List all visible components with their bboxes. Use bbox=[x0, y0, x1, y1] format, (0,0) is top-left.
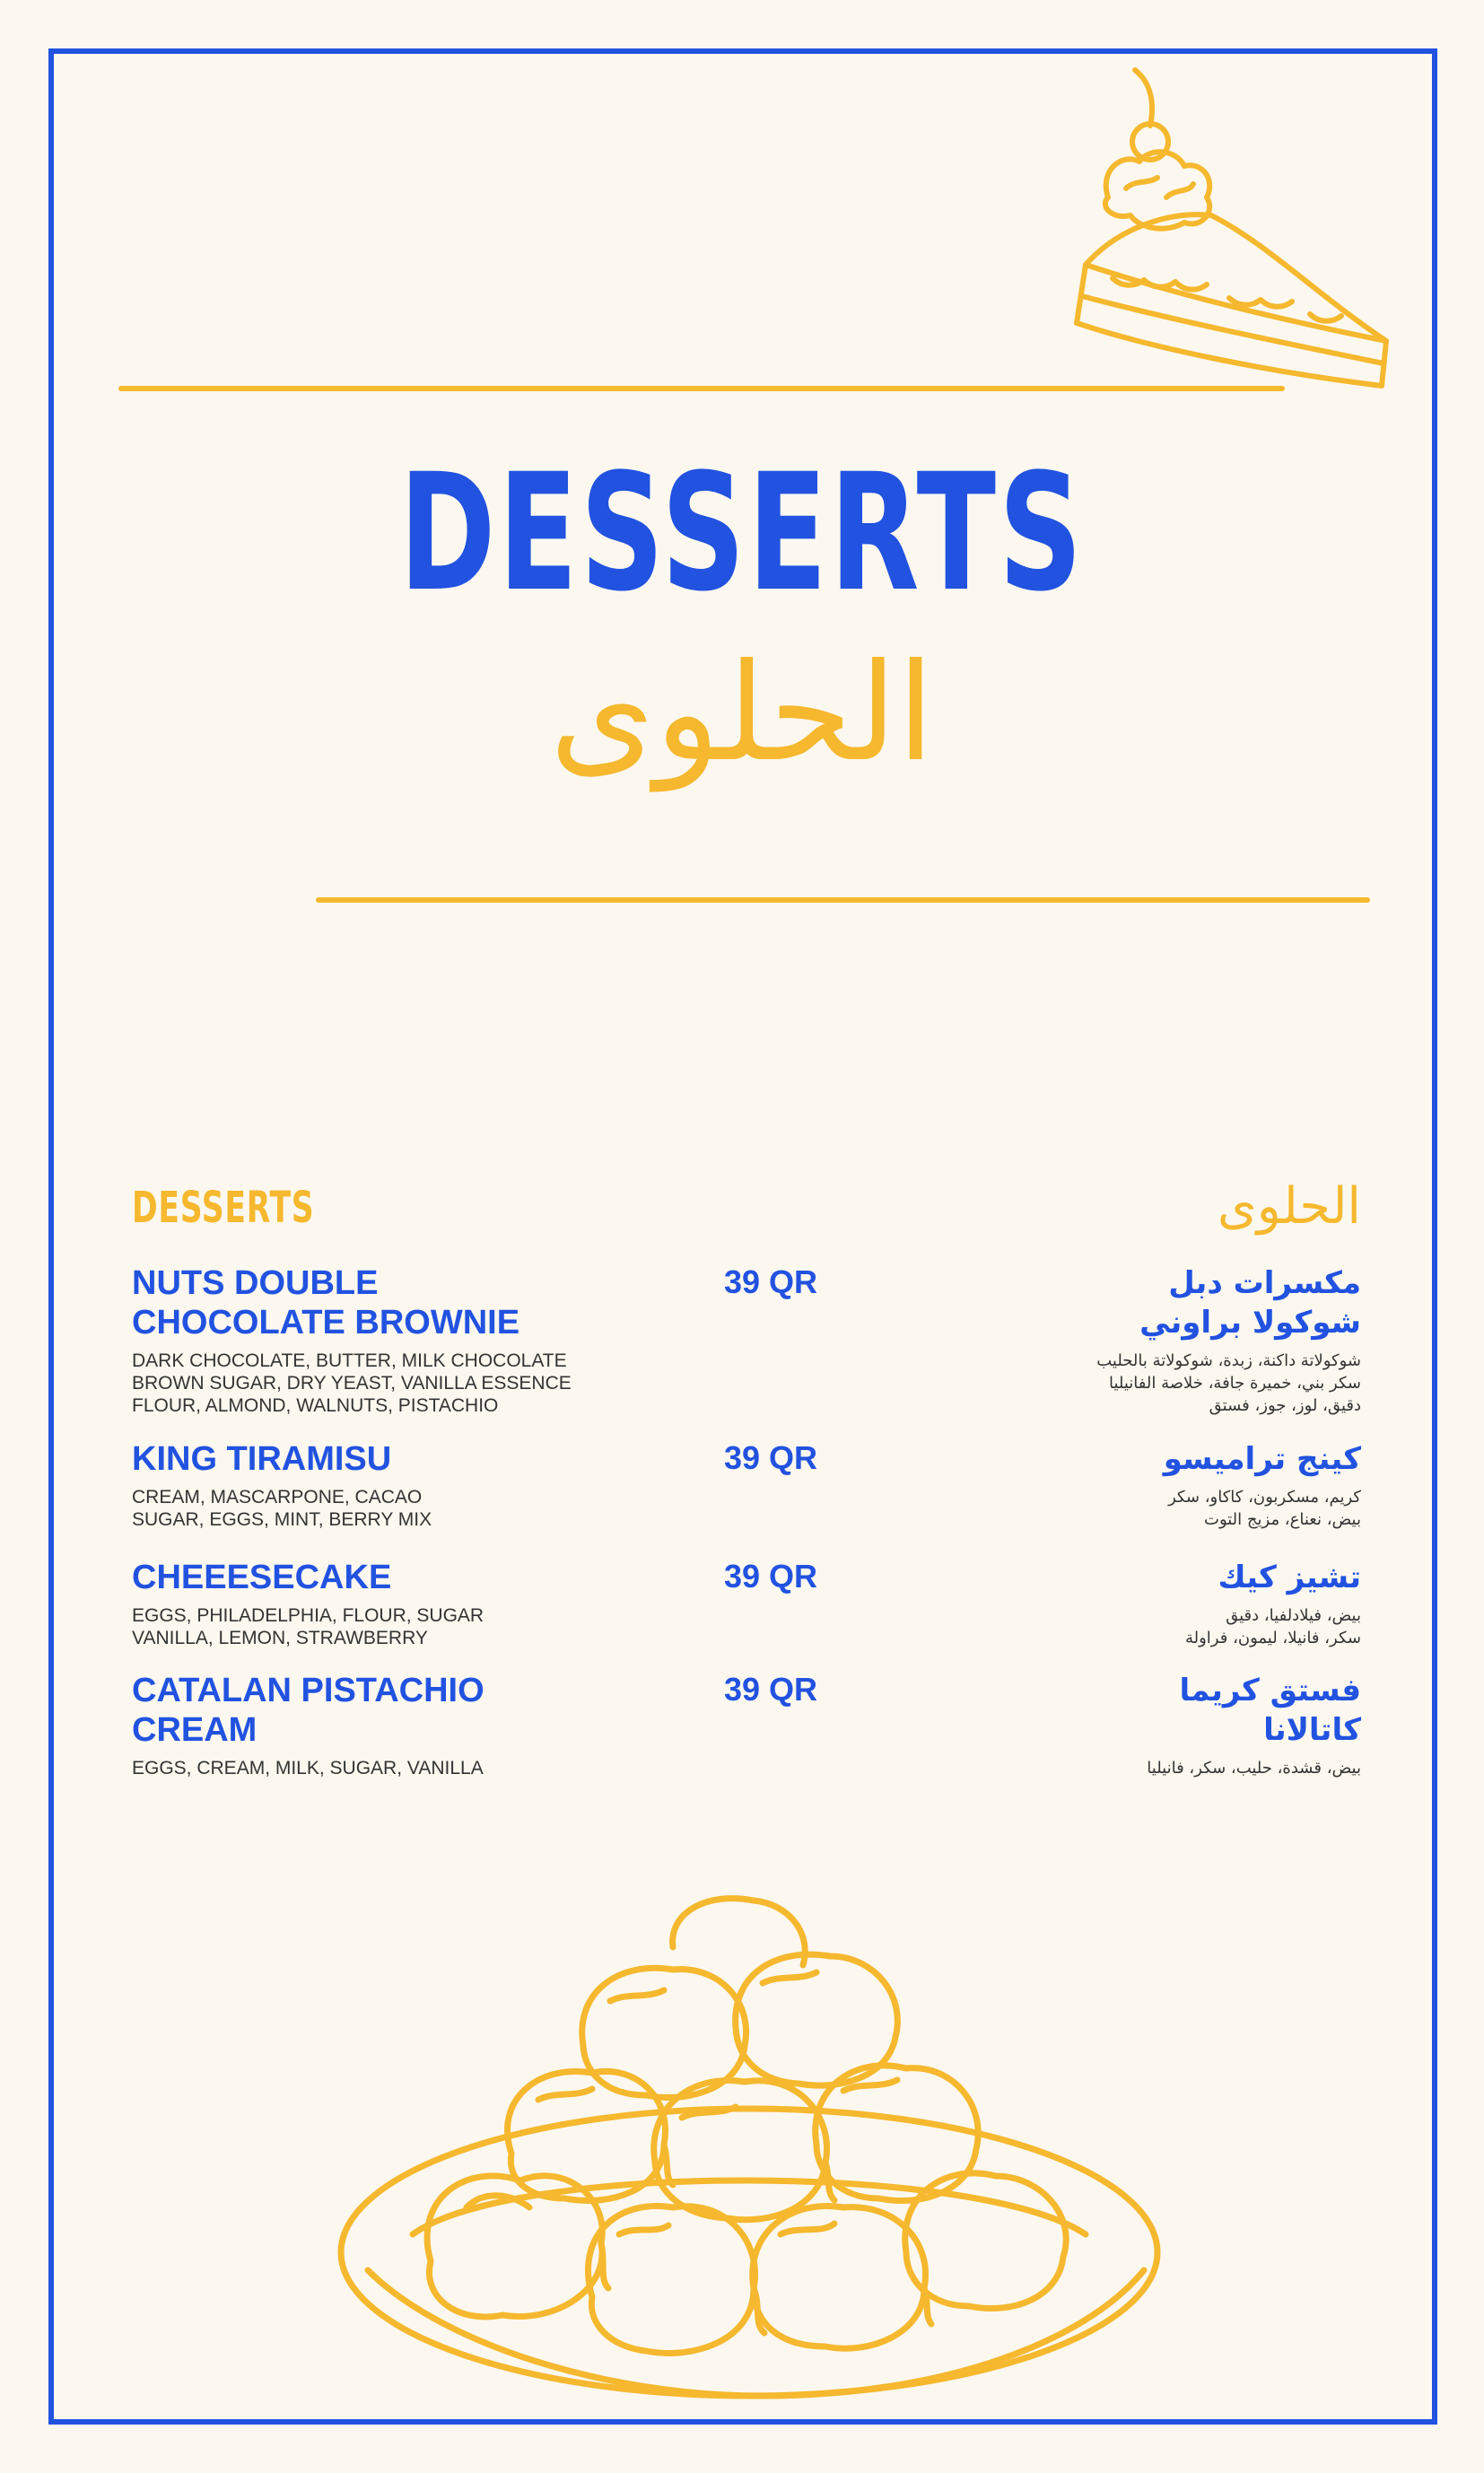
menu-item bbox=[132, 1671, 1361, 1787]
section-heading-arabic: الحلوى bbox=[1217, 1177, 1361, 1236]
page-title-arabic: الحلوى bbox=[549, 635, 935, 791]
item-description: DARK CHOCOLATE, BUTTER, MILK CHOCOLATE BROWN SUGAR, DRY YEAST, VANILLA ESSENCE FLOUR, ALMOND, WALNUTS, PISTACHIO bbox=[132, 1350, 572, 1416]
item-name: NUTS DOUBLE CHOCOLATE BROWNIE bbox=[132, 1264, 520, 1341]
item-name: CATALAN PISTACHIO CREAM bbox=[132, 1672, 484, 1749]
page-title: DESSERTS bbox=[398, 440, 1086, 627]
menu-item bbox=[132, 1439, 1361, 1538]
item-name: CHEEESECAKE bbox=[132, 1559, 392, 1596]
item-description-arabic: شوكولاتة داكنة، زبدة، شوكولاتة بالحليب سكر بني، خميرة جافة، خلاصة الفانيليا دقيق، لوز، جوز، فستق bbox=[1096, 1351, 1361, 1415]
item-name-arabic: تشيز كيك bbox=[1218, 1560, 1361, 1595]
item-name: KING TIRAMISU bbox=[132, 1440, 392, 1478]
item-description-arabic: بيض، قشدة، حليب، سكر، فانيليا bbox=[1147, 1759, 1361, 1778]
item-price: 39 QR bbox=[724, 1439, 818, 1476]
item-name-arabic: كينج تراميسو bbox=[1163, 1441, 1361, 1477]
divider-top bbox=[118, 386, 1285, 391]
item-name-arabic: مكسرات دبل شوكولا براوني bbox=[1139, 1265, 1361, 1341]
menu-item bbox=[132, 1263, 1361, 1425]
profiteroles-plate-icon bbox=[332, 1893, 1166, 2432]
item-price: 39 QR bbox=[724, 1671, 818, 1708]
divider-bottom bbox=[316, 897, 1370, 903]
item-description: EGGS, PHILADELPHIA, FLOUR, SUGAR VANILLA, LEMON, STRAWBERRY bbox=[132, 1605, 484, 1648]
section-heading: DESSERTS bbox=[132, 1183, 315, 1233]
item-description: EGGS, CREAM, MILK, SUGAR, VANILLA bbox=[132, 1758, 484, 1778]
item-price: 39 QR bbox=[724, 1263, 818, 1300]
menu-item bbox=[132, 1558, 1361, 1656]
item-name-arabic: فستق كريما كاتالانا bbox=[1179, 1673, 1361, 1748]
item-price: 39 QR bbox=[724, 1558, 818, 1595]
item-description-arabic: بيض، فيلادلفيا، دقيق سكر، فانيلا، ليمون، فراولة bbox=[1184, 1606, 1361, 1647]
item-description: CREAM, MASCARPONE, CACAO SUGAR, EGGS, MINT, BERRY MIX bbox=[132, 1487, 432, 1530]
item-description-arabic: كريم، مسكربون، كاكاو، سكر بيض، نعناع، مزيج التوت bbox=[1168, 1488, 1361, 1529]
cake-slice-icon bbox=[1050, 63, 1400, 404]
